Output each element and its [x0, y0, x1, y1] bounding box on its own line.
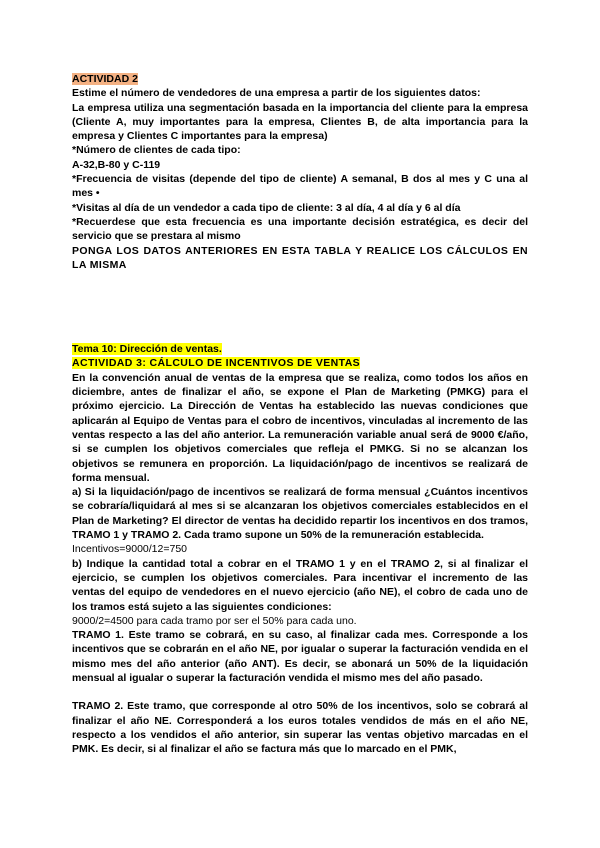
activity-2-segmentation: La empresa utiliza una segmentación basada en la importancia del cliente para la empresa (Cliente A, muy importantes para la empresa, Clientes B, de alta importancia para la empresa y Clientes C importantes para la empresa) [72, 101, 528, 143]
tema-10-title: Tema 10: Dirección de ventas. [72, 343, 222, 356]
tramo-1-paragraph: TRAMO 1. Este tramo se cobrará, en su caso, al finalizar cada mes. Corresponde a los incentivos que se cobrarán en el año NE, por igualar o superar la facturación vendida en el mismo mes del año anterior (año ANT). Es decir, se abonará un 50% de la liquidación mensual al igualar o superar la facturación vendida el mismo mes del año pasado. [72, 629, 528, 684]
activity-2-remember: *Recuerdese que esta frecuencia es una importante decisión estratégica, es decir del servicio que se prestara al mismo [72, 215, 528, 243]
spacer [72, 272, 528, 342]
answer-b: 9000/2=4500 para cada tramo por ser el 50% para cada uno. [72, 614, 357, 627]
activity-3-title: ACTIVIDAD 3: CÁLCULO DE INCENTIVOS DE VENTAS [72, 357, 361, 370]
activity-3-paragraph-1: En la convención anual de ventas de la empresa que se realiza, como todos los años en diciembre, antes de finalizar el año, se expone el Plan de Marketing (PMKG) para el próximo ejercicio. La Dirección de Ventas ha establecido las nuevas condiciones que aplicarán al Equipo de Ventas para el cobro de incentivos, vinculadas al incremento de las ventas respecto a las del año anterior. La remuneración variable anual será de 9000 €/año, si se cumplen los objetivos comerciales que refleja el PMKG. Si no se alcanzan los objetivos se remunera en proporción. La liquidación/pago de incentivos se realizará de forma mensual. [72, 371, 528, 484]
question-a: a) Si la liquidación/pago de incentivos se realizará de forma mensual ¿Cuántos incentivos se cobraría/liquidará al mes si se alcanzaran los objetivos comerciales establecidos en el Plan de Marketing? El director de ventas ha decidido repartir los incentivos en dos tramos, TRAMO 1 y TRAMO 2. Cada tramo supone un 50% de la remuneración establecida. [72, 486, 528, 542]
spacer [72, 685, 528, 699]
activity-2-intro: Estime el número de vendedores de una empresa a partir de los siguientes datos: [72, 87, 481, 100]
question-b: b) Indique la cantidad total a cobrar en el TRAMO 1 y en el TRAMO 2, si al finalizar el ejercicio, se cumplen los objetivos comerciales. Para incentivar el incremento de las ventas del equipo de vendedores en el nuevo ejercicio (año NE), el cobro de cada uno de los tramos está sujeto a las siguientes condiciones: [72, 557, 528, 613]
activity-2-title: ACTIVIDAD 2 [72, 73, 138, 85]
activity-2-instruction: PONGA LOS DATOS ANTERIORES EN ESTA TABLA Y REALICE LOS CÁLCULOS EN LA MISMA [72, 244, 528, 271]
document-page [72, 72, 528, 756]
tramo-2-paragraph: TRAMO 2. Este tramo, que corresponde al otro 50% de los incentivos, solo se cobrará al finalizar el año NE. Corresponderá a los euros totales vendidos de más en el año NE, respecto a los vendidos el año anterior, sin superar las ventas objetivo marcadas en el PMK. Es decir, si al finalizar el año se factura más que lo marcado en el PMK, [72, 700, 528, 756]
activity-2-clients-values: A-32,B-80 y C-119 [72, 158, 161, 171]
activity-2-frequency: *Frecuencia de visitas (depende del tipo de cliente) A semanal, B dos al mes y C una al mes • [72, 173, 528, 200]
tema-10-heading [72, 342, 528, 356]
activity-3-heading [72, 356, 528, 370]
activity-2-clients-label: *Número de clientes de cada tipo: [72, 144, 241, 157]
activity-2-heading [72, 72, 528, 86]
activity-2-visits: *Visitas al día de un vendedor a cada tipo de cliente: 3 al día, 4 al día y 6 al día [72, 201, 461, 214]
answer-a: Incentivos=9000/12=750 [72, 543, 188, 556]
